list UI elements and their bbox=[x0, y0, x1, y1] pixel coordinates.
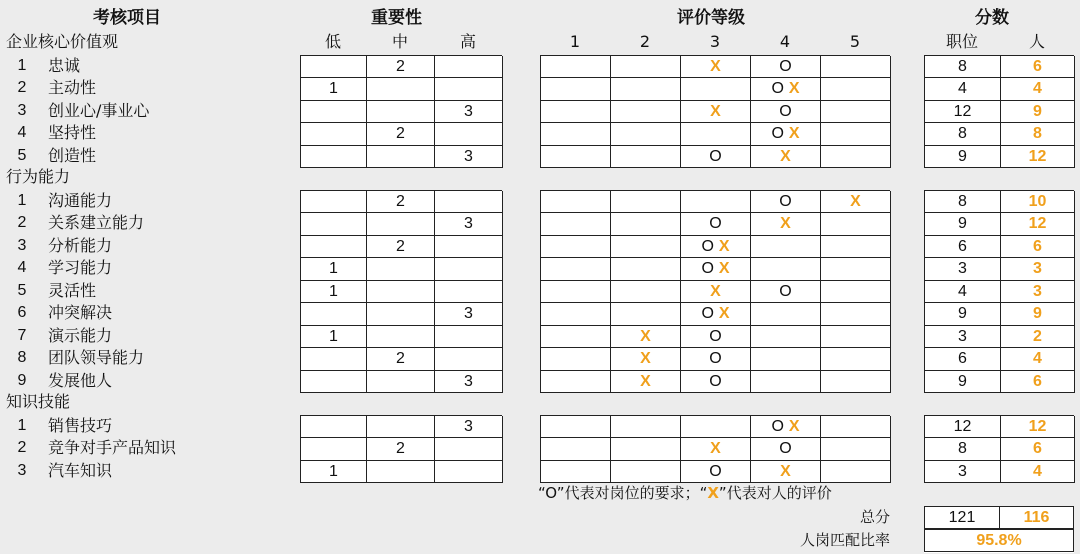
row-number: 8 bbox=[17, 349, 27, 366]
person-mark: X bbox=[788, 417, 800, 435]
rating-cell bbox=[540, 438, 611, 461]
legend-text: “ bbox=[538, 484, 546, 502]
match-label: 人岗匹配比率 bbox=[799, 531, 890, 549]
person-mark: X bbox=[788, 125, 800, 142]
rating-cell bbox=[540, 258, 611, 281]
person-mark: X bbox=[710, 102, 721, 120]
rating-1: 1 bbox=[569, 32, 581, 51]
rating-cell bbox=[610, 326, 681, 349]
rating-cell bbox=[680, 416, 751, 439]
row-number: 4 bbox=[17, 259, 27, 276]
person-mark: X bbox=[718, 305, 730, 322]
importance-cell: 1 bbox=[300, 258, 367, 281]
importance-cell: 2 bbox=[366, 348, 435, 371]
row-name: 发展他人 bbox=[48, 370, 113, 390]
legend-x-mark: X bbox=[707, 484, 719, 502]
rating-cell bbox=[540, 101, 611, 124]
position-mark: O bbox=[709, 147, 722, 165]
person-mark: X bbox=[640, 350, 651, 367]
score-position-cell: 9 bbox=[924, 146, 1001, 169]
rating-cell bbox=[540, 371, 611, 394]
importance-cell bbox=[434, 258, 503, 281]
position-mark: O bbox=[771, 417, 784, 435]
importance-cell bbox=[434, 236, 503, 259]
importance-high: 高 bbox=[459, 32, 476, 51]
importance-cell bbox=[366, 258, 435, 281]
rating-cell bbox=[750, 146, 821, 169]
rating-5: 5 bbox=[849, 32, 861, 51]
score-person-cell: 6 bbox=[1000, 438, 1075, 461]
row-name: 坚持性 bbox=[48, 123, 97, 142]
rating-cell bbox=[610, 303, 681, 326]
importance-cell bbox=[300, 236, 367, 259]
rating-cell bbox=[820, 146, 891, 169]
person-mark: X bbox=[710, 440, 721, 457]
rating-cell bbox=[680, 101, 751, 124]
position-mark: O bbox=[709, 215, 722, 232]
row-number: 1 bbox=[17, 416, 27, 434]
rating-cell bbox=[680, 438, 751, 461]
row-number: 9 bbox=[17, 371, 27, 389]
importance-cell bbox=[300, 371, 367, 394]
score-person-header: 人 bbox=[1028, 32, 1045, 51]
rating-3: 3 bbox=[709, 32, 721, 51]
rating-cell bbox=[820, 438, 891, 461]
rating-cell bbox=[680, 123, 751, 146]
rating-cell bbox=[750, 101, 821, 124]
rating-cell bbox=[680, 78, 751, 101]
person-mark: X bbox=[780, 462, 791, 480]
legend-text: ”代表对岗位的要求；“ bbox=[556, 484, 708, 502]
score-position-cell: 6 bbox=[924, 348, 1001, 371]
position-mark: O bbox=[771, 80, 784, 97]
importance-cell bbox=[434, 78, 503, 101]
rating-cell bbox=[680, 461, 751, 484]
match-box bbox=[924, 529, 1074, 553]
importance-cell bbox=[300, 438, 367, 461]
rating-cell bbox=[750, 371, 821, 394]
rating-cell bbox=[750, 438, 821, 461]
importance-cell bbox=[366, 78, 435, 101]
rating-cell bbox=[750, 303, 821, 326]
person-mark: X bbox=[788, 80, 800, 97]
person-mark: X bbox=[640, 372, 651, 390]
importance-cell bbox=[366, 303, 435, 326]
score-person-cell: 6 bbox=[1000, 371, 1075, 394]
importance-cell: 2 bbox=[366, 191, 435, 214]
person-mark: X bbox=[780, 147, 791, 165]
row-number: 6 bbox=[17, 304, 27, 321]
rating-cell bbox=[680, 191, 751, 214]
rating-cell bbox=[610, 146, 681, 169]
score-position-cell: 12 bbox=[924, 101, 1001, 124]
rating-cell bbox=[820, 123, 891, 146]
score-person-cell: 6 bbox=[1000, 56, 1075, 79]
total-box bbox=[924, 506, 1074, 530]
importance-cell bbox=[300, 416, 367, 439]
rating-cell bbox=[610, 236, 681, 259]
score-position-cell: 3 bbox=[924, 258, 1001, 281]
rating-cell bbox=[610, 371, 681, 394]
rating-cell bbox=[610, 101, 681, 124]
rating-cell bbox=[610, 281, 681, 304]
importance-cell: 3 bbox=[434, 416, 503, 439]
rating-cell bbox=[820, 303, 891, 326]
rating-cell bbox=[540, 461, 611, 484]
rating-cell bbox=[540, 281, 611, 304]
importance-cell bbox=[366, 101, 435, 124]
importance-cell: 1 bbox=[300, 78, 367, 101]
header-score: 分数 bbox=[975, 8, 1009, 28]
importance-cell bbox=[300, 348, 367, 371]
rating-cell bbox=[820, 56, 891, 79]
importance-low: 低 bbox=[324, 32, 341, 51]
position-mark: O bbox=[709, 462, 722, 480]
importance-cell bbox=[300, 303, 367, 326]
rating-cell bbox=[820, 371, 891, 394]
importance-cell bbox=[366, 371, 435, 394]
rating-cell bbox=[820, 236, 891, 259]
score-person-cell: 3 bbox=[1000, 281, 1075, 304]
position-mark: O bbox=[709, 327, 722, 345]
total-label: 总分 bbox=[859, 508, 890, 526]
person-mark: X bbox=[718, 237, 730, 255]
rating-cell bbox=[610, 123, 681, 146]
importance-cell bbox=[300, 56, 367, 79]
rating-cell bbox=[820, 461, 891, 484]
legend-text: ”代表对人的评价 bbox=[718, 484, 832, 502]
importance-cell bbox=[300, 191, 367, 214]
row-name: 创业心/事业心 bbox=[48, 100, 150, 120]
position-mark: O bbox=[709, 372, 722, 390]
score-person-cell: 8 bbox=[1000, 123, 1075, 146]
rating-cell bbox=[610, 56, 681, 79]
importance-cell: 2 bbox=[366, 123, 435, 146]
row-name: 分析能力 bbox=[48, 235, 113, 255]
rating-cell bbox=[610, 78, 681, 101]
score-person-cell: 12 bbox=[1000, 416, 1075, 439]
score-position-cell: 8 bbox=[924, 123, 1001, 146]
importance-cell bbox=[434, 326, 503, 349]
rating-cell bbox=[750, 258, 821, 281]
section-title: 行为能力 bbox=[6, 167, 71, 186]
rating-cell bbox=[610, 348, 681, 371]
score-position-cell: 3 bbox=[924, 461, 1001, 484]
rating-cell bbox=[680, 258, 751, 281]
score-person-cell: 9 bbox=[1000, 101, 1075, 124]
importance-cell bbox=[434, 191, 503, 214]
person-mark: X bbox=[710, 57, 721, 75]
rating-cell bbox=[820, 213, 891, 236]
score-person-cell: 12 bbox=[1000, 146, 1075, 169]
row-name: 创造性 bbox=[48, 145, 97, 165]
row-number: 3 bbox=[17, 236, 27, 254]
rating-cell bbox=[820, 326, 891, 349]
row-name: 汽车知识 bbox=[48, 460, 113, 480]
rating-cell bbox=[610, 438, 681, 461]
score-position-cell: 9 bbox=[924, 303, 1001, 326]
row-number: 7 bbox=[17, 326, 27, 344]
score-position-cell: 8 bbox=[924, 191, 1001, 214]
person-mark: X bbox=[718, 260, 730, 277]
score-position-cell: 6 bbox=[924, 236, 1001, 259]
rating-cell bbox=[610, 258, 681, 281]
score-position-cell: 9 bbox=[924, 213, 1001, 236]
total-person: 116 bbox=[999, 507, 1074, 529]
importance-cell: 3 bbox=[434, 146, 503, 169]
importance-cell bbox=[434, 348, 503, 371]
score-person-cell: 9 bbox=[1000, 303, 1075, 326]
rating-cell bbox=[820, 101, 891, 124]
header-rating: 评价等级 bbox=[677, 8, 745, 28]
person-mark: X bbox=[850, 192, 861, 210]
row-number: 5 bbox=[17, 281, 27, 299]
legend bbox=[538, 484, 832, 502]
rating-cell bbox=[610, 461, 681, 484]
importance-cell: 3 bbox=[434, 101, 503, 124]
person-mark: X bbox=[780, 215, 791, 232]
row-name: 销售技巧 bbox=[48, 415, 113, 435]
row-number: 3 bbox=[17, 461, 27, 479]
position-mark: O bbox=[771, 125, 784, 142]
position-mark: O bbox=[701, 305, 714, 322]
score-position-cell: 4 bbox=[924, 281, 1001, 304]
score-person-cell: 3 bbox=[1000, 258, 1075, 281]
importance-cell: 1 bbox=[300, 326, 367, 349]
row-name: 演示能力 bbox=[48, 325, 113, 345]
score-person-cell: 10 bbox=[1000, 191, 1075, 214]
rating-cell bbox=[750, 326, 821, 349]
position-mark: O bbox=[709, 350, 722, 367]
rating-cell bbox=[610, 213, 681, 236]
row-name: 学习能力 bbox=[48, 258, 113, 277]
rating-cell bbox=[750, 281, 821, 304]
importance-cell bbox=[300, 146, 367, 169]
total-position: 121 bbox=[924, 507, 1000, 529]
importance-cell bbox=[434, 461, 503, 484]
rating-cell bbox=[680, 281, 751, 304]
row-number: 2 bbox=[17, 439, 27, 456]
score-position-cell: 9 bbox=[924, 371, 1001, 394]
rating-cell bbox=[750, 191, 821, 214]
score-position-header: 职位 bbox=[945, 32, 978, 51]
row-number: 1 bbox=[17, 56, 27, 74]
importance-cell bbox=[300, 123, 367, 146]
position-mark: O bbox=[779, 57, 792, 75]
row-number: 5 bbox=[17, 146, 27, 164]
importance-cell bbox=[366, 326, 435, 349]
match-value: 95.8% bbox=[924, 530, 1074, 552]
score-person-cell: 4 bbox=[1000, 461, 1075, 484]
rating-cell bbox=[680, 146, 751, 169]
rating-cell bbox=[820, 416, 891, 439]
rating-cell bbox=[750, 416, 821, 439]
rating-cell bbox=[540, 146, 611, 169]
importance-cell bbox=[366, 213, 435, 236]
position-mark: O bbox=[701, 260, 714, 277]
person-mark: X bbox=[710, 282, 721, 300]
importance-mid: 中 bbox=[391, 32, 408, 51]
score-person-cell: 4 bbox=[1000, 78, 1075, 101]
importance-cell: 2 bbox=[366, 236, 435, 259]
rating-cell bbox=[820, 348, 891, 371]
importance-cell: 2 bbox=[366, 56, 435, 79]
position-mark: O bbox=[701, 237, 714, 255]
score-position-cell: 12 bbox=[924, 416, 1001, 439]
person-mark: X bbox=[640, 327, 651, 345]
score-person-cell: 6 bbox=[1000, 236, 1075, 259]
rating-cell bbox=[680, 213, 751, 236]
row-name: 竞争对手产品知识 bbox=[48, 438, 177, 457]
importance-cell bbox=[434, 123, 503, 146]
rating-cell bbox=[540, 416, 611, 439]
rating-cell bbox=[540, 56, 611, 79]
importance-cell bbox=[300, 101, 367, 124]
rating-cell bbox=[610, 416, 681, 439]
importance-cell: 1 bbox=[300, 461, 367, 484]
score-position-cell: 8 bbox=[924, 56, 1001, 79]
rating-cell bbox=[750, 461, 821, 484]
score-position-cell: 3 bbox=[924, 326, 1001, 349]
rating-cell bbox=[680, 326, 751, 349]
rating-4: 4 bbox=[779, 32, 791, 51]
rating-cell bbox=[750, 236, 821, 259]
position-mark: O bbox=[779, 282, 792, 300]
rating-cell bbox=[610, 191, 681, 214]
section-title: 知识技能 bbox=[6, 392, 71, 411]
score-position-cell: 4 bbox=[924, 78, 1001, 101]
rating-2: 2 bbox=[639, 32, 651, 51]
row-number: 2 bbox=[17, 79, 27, 96]
importance-cell bbox=[366, 416, 435, 439]
rating-cell bbox=[540, 348, 611, 371]
row-name: 灵活性 bbox=[48, 280, 97, 300]
rating-cell bbox=[680, 236, 751, 259]
rating-cell bbox=[820, 191, 891, 214]
position-mark: O bbox=[779, 102, 792, 120]
rating-cell bbox=[540, 303, 611, 326]
rating-cell bbox=[680, 303, 751, 326]
row-name: 忠诚 bbox=[48, 55, 81, 75]
rating-cell bbox=[750, 56, 821, 79]
importance-cell bbox=[434, 438, 503, 461]
row-name: 沟通能力 bbox=[48, 190, 113, 210]
rating-cell bbox=[680, 56, 751, 79]
importance-cell bbox=[434, 56, 503, 79]
row-number: 3 bbox=[17, 101, 27, 119]
row-name: 团队领导能力 bbox=[48, 348, 145, 367]
legend-o-mark: O bbox=[545, 484, 557, 502]
rating-cell bbox=[540, 236, 611, 259]
row-number: 1 bbox=[17, 191, 27, 209]
importance-cell: 3 bbox=[434, 213, 503, 236]
header-importance: 重要性 bbox=[371, 8, 422, 28]
row-name: 关系建立能力 bbox=[48, 213, 145, 232]
row-number: 2 bbox=[17, 214, 27, 231]
importance-cell: 2 bbox=[366, 438, 435, 461]
row-name: 主动性 bbox=[48, 78, 97, 97]
importance-cell bbox=[434, 281, 503, 304]
rating-cell bbox=[540, 123, 611, 146]
rating-cell bbox=[750, 123, 821, 146]
importance-cell: 3 bbox=[434, 303, 503, 326]
rating-cell bbox=[750, 78, 821, 101]
importance-cell bbox=[366, 281, 435, 304]
score-person-cell: 4 bbox=[1000, 348, 1075, 371]
rating-cell bbox=[820, 258, 891, 281]
position-mark: O bbox=[779, 440, 792, 457]
rating-cell bbox=[680, 348, 751, 371]
position-mark: O bbox=[779, 192, 792, 210]
rating-cell bbox=[540, 326, 611, 349]
rating-cell bbox=[820, 281, 891, 304]
rating-cell bbox=[540, 78, 611, 101]
importance-cell: 3 bbox=[434, 371, 503, 394]
score-position-cell: 8 bbox=[924, 438, 1001, 461]
rating-cell bbox=[540, 191, 611, 214]
importance-cell bbox=[300, 213, 367, 236]
section-title: 企业核心价值观 bbox=[6, 32, 119, 51]
score-person-cell: 2 bbox=[1000, 326, 1075, 349]
rating-cell bbox=[750, 348, 821, 371]
importance-cell: 1 bbox=[300, 281, 367, 304]
rating-cell bbox=[680, 371, 751, 394]
row-name: 冲突解决 bbox=[48, 303, 113, 322]
importance-cell bbox=[366, 146, 435, 169]
rating-cell bbox=[540, 213, 611, 236]
importance-cell bbox=[366, 461, 435, 484]
header-item: 考核项目 bbox=[93, 8, 161, 28]
rating-cell bbox=[820, 78, 891, 101]
row-number: 4 bbox=[17, 124, 27, 141]
score-person-cell: 12 bbox=[1000, 213, 1075, 236]
rating-cell bbox=[750, 213, 821, 236]
